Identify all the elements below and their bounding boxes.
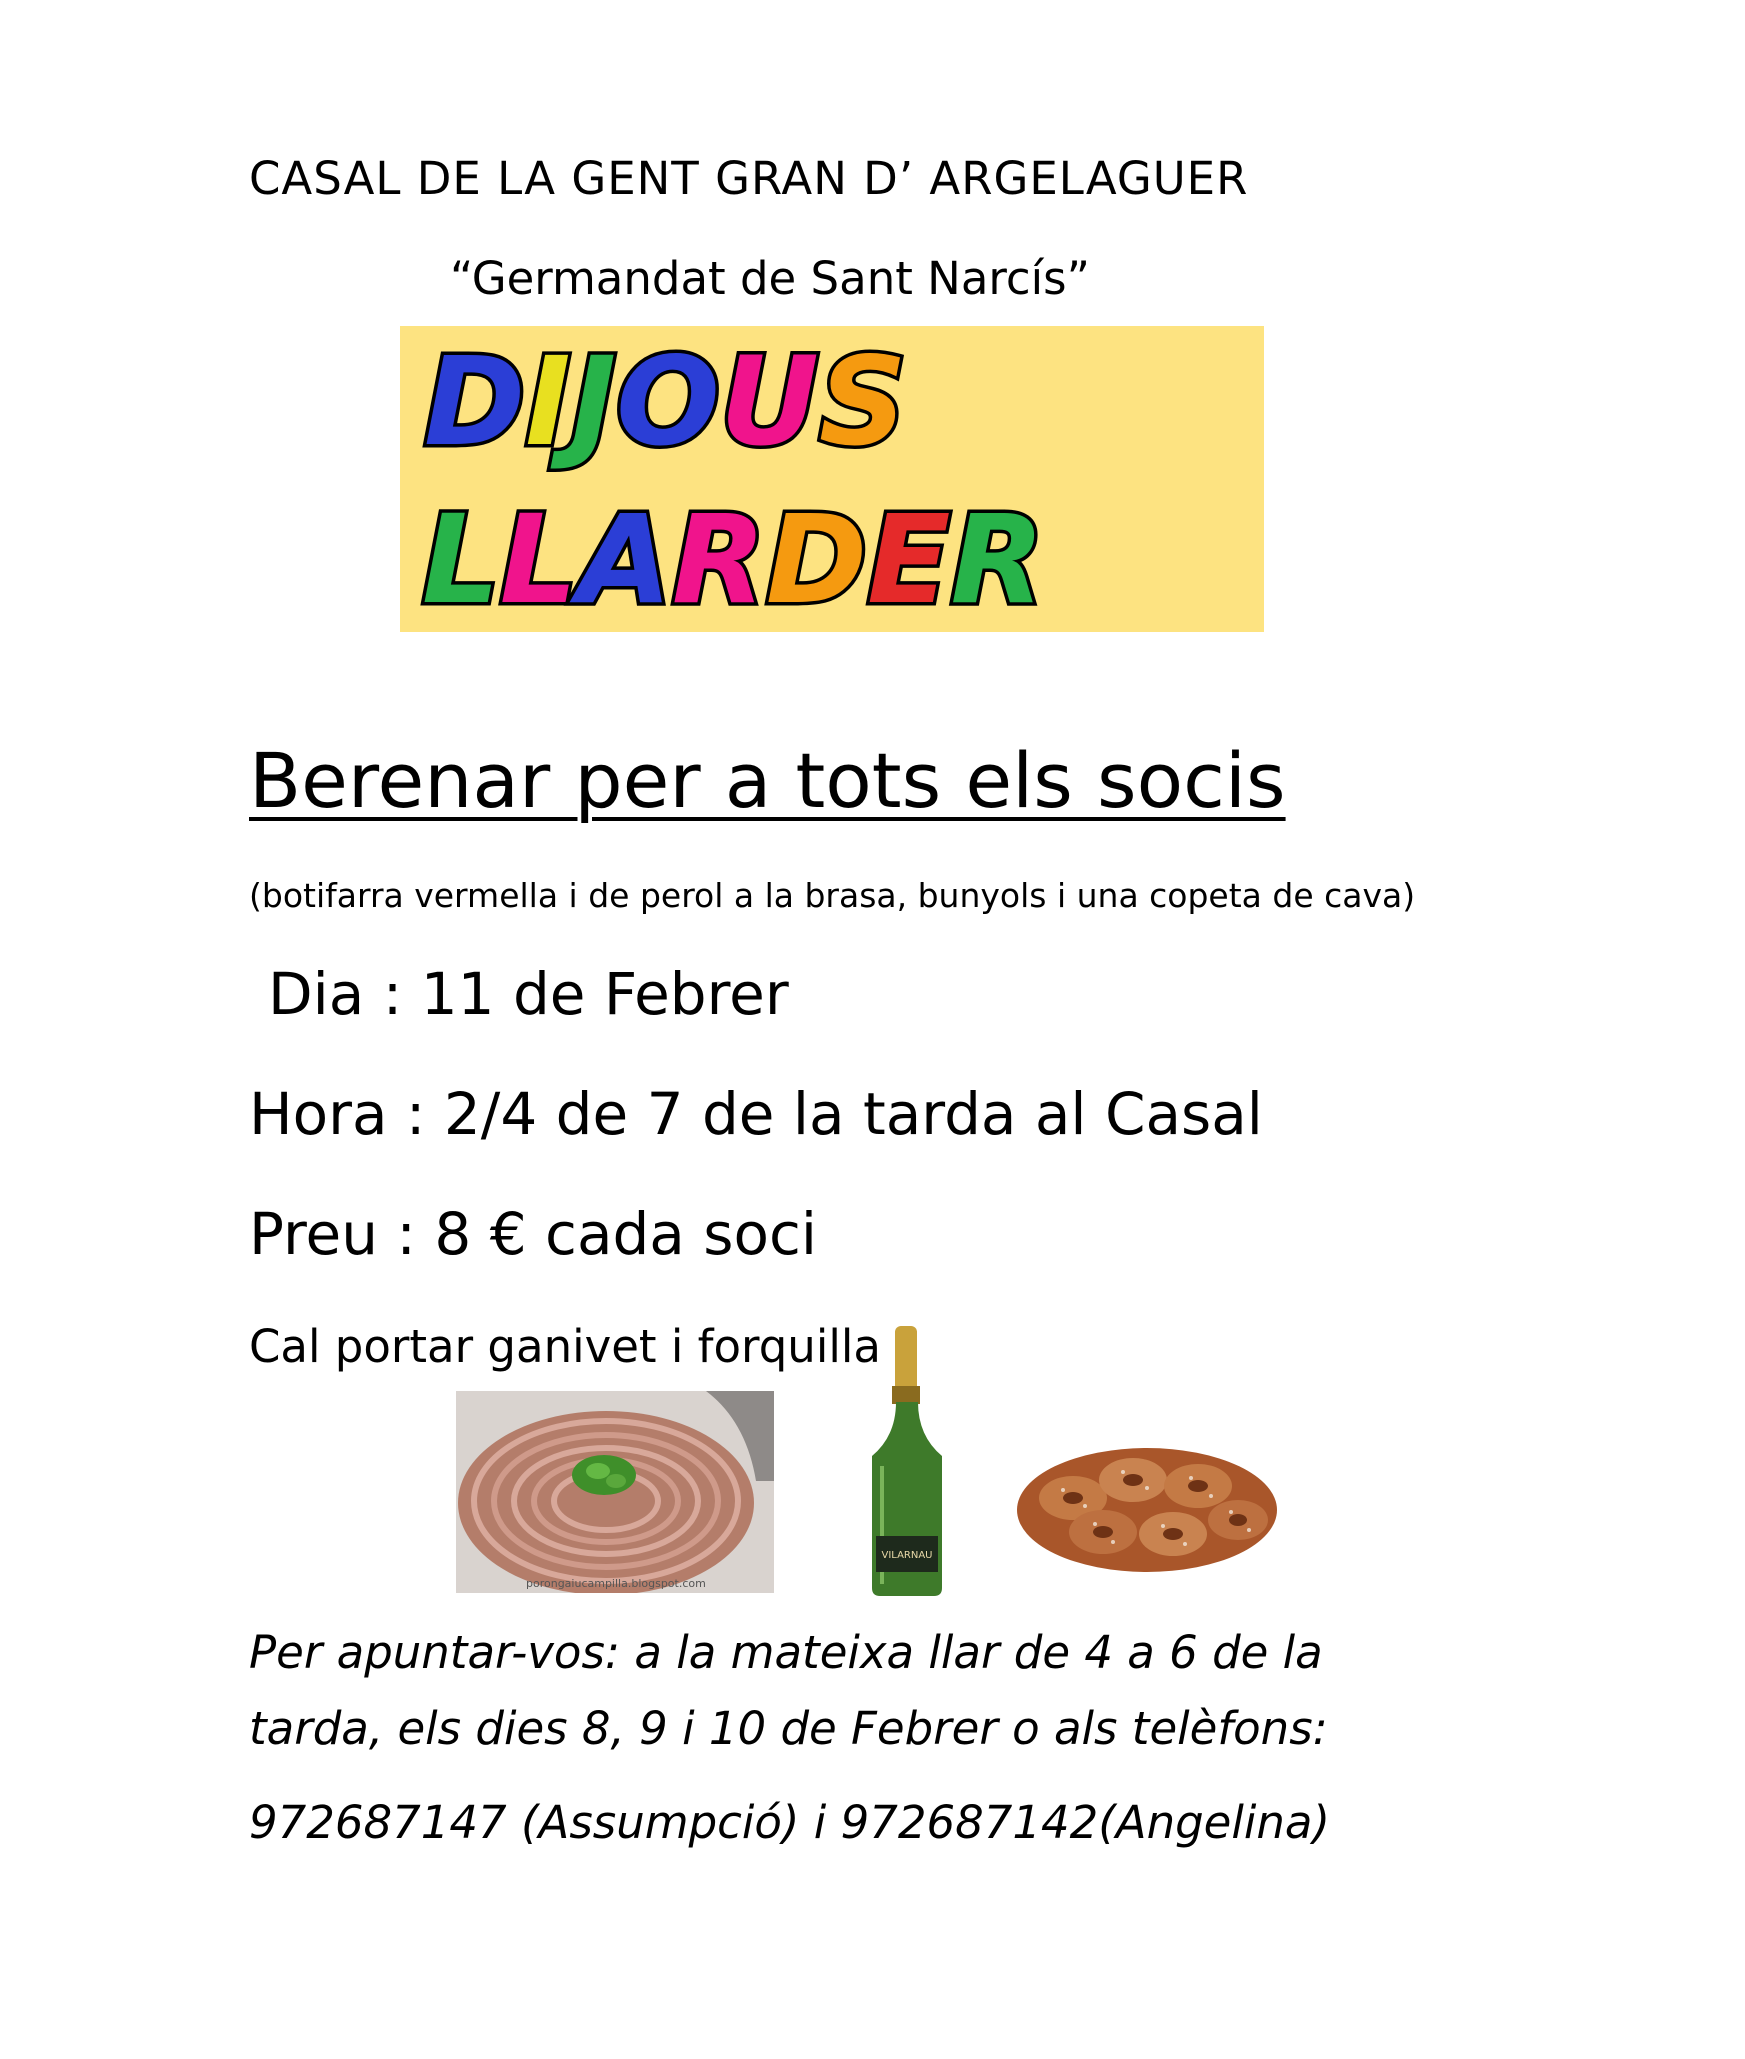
signup-line-2: tarda, els dies 8, 9 i 10 de Febrer o als telèfons: bbox=[249, 1702, 1328, 1755]
banner-letter: S bbox=[818, 331, 907, 473]
organization-subtitle: “Germandat de Sant Narcís” bbox=[450, 252, 1090, 305]
bottle-label: VILARNAU bbox=[881, 1550, 933, 1561]
banner-letter: R bbox=[950, 489, 1045, 631]
banner-line-2 bbox=[422, 489, 1044, 631]
banner-letter: L bbox=[422, 489, 500, 631]
banner-letter: J bbox=[570, 331, 617, 473]
menu-description: (botifarra vermella i de perol a la brasa, bunyols i una copeta de cava) bbox=[249, 876, 1416, 915]
event-price: Preu : 8 € cada soci bbox=[249, 1200, 817, 1268]
signup-phones: 972687147 (Assumpció) i 972687142(Angelina) bbox=[249, 1796, 1331, 1849]
banner-letter: A bbox=[577, 489, 672, 631]
event-title-art bbox=[400, 326, 1264, 632]
event-hour: Hora : 2/4 de 7 de la tarda al Casal bbox=[249, 1080, 1263, 1148]
banner-line-1 bbox=[424, 331, 907, 473]
bring-cutlery-note: Cal portar ganivet i forquilla bbox=[249, 1320, 881, 1373]
cava-bottle-image bbox=[862, 1326, 952, 1598]
banner-letter: U bbox=[719, 331, 819, 473]
banner-letter: I bbox=[525, 331, 571, 473]
sausage-image bbox=[456, 1391, 774, 1593]
event-headline: Berenar per a tots els socis bbox=[249, 736, 1286, 825]
banner-letter: O bbox=[616, 331, 720, 473]
banner-letter: D bbox=[424, 331, 526, 473]
banner-letter: L bbox=[499, 489, 578, 631]
sausage-watermark: porongaiucampilla.blogspot.com bbox=[526, 1577, 706, 1590]
banner-letter: D bbox=[765, 489, 868, 631]
organization-title: CASAL DE LA GENT GRAN D’ ARGELAGUER bbox=[249, 152, 1249, 205]
event-title-banner bbox=[400, 326, 1264, 632]
signup-line-1: Per apuntar-vos: a la mateixa llar de 4 a 6 de la bbox=[249, 1626, 1323, 1679]
banner-letter: R bbox=[671, 489, 766, 631]
event-day: Dia : 11 de Febrer bbox=[268, 960, 789, 1028]
banner-letter: E bbox=[867, 489, 951, 631]
bunyols-image bbox=[1013, 1420, 1281, 1580]
